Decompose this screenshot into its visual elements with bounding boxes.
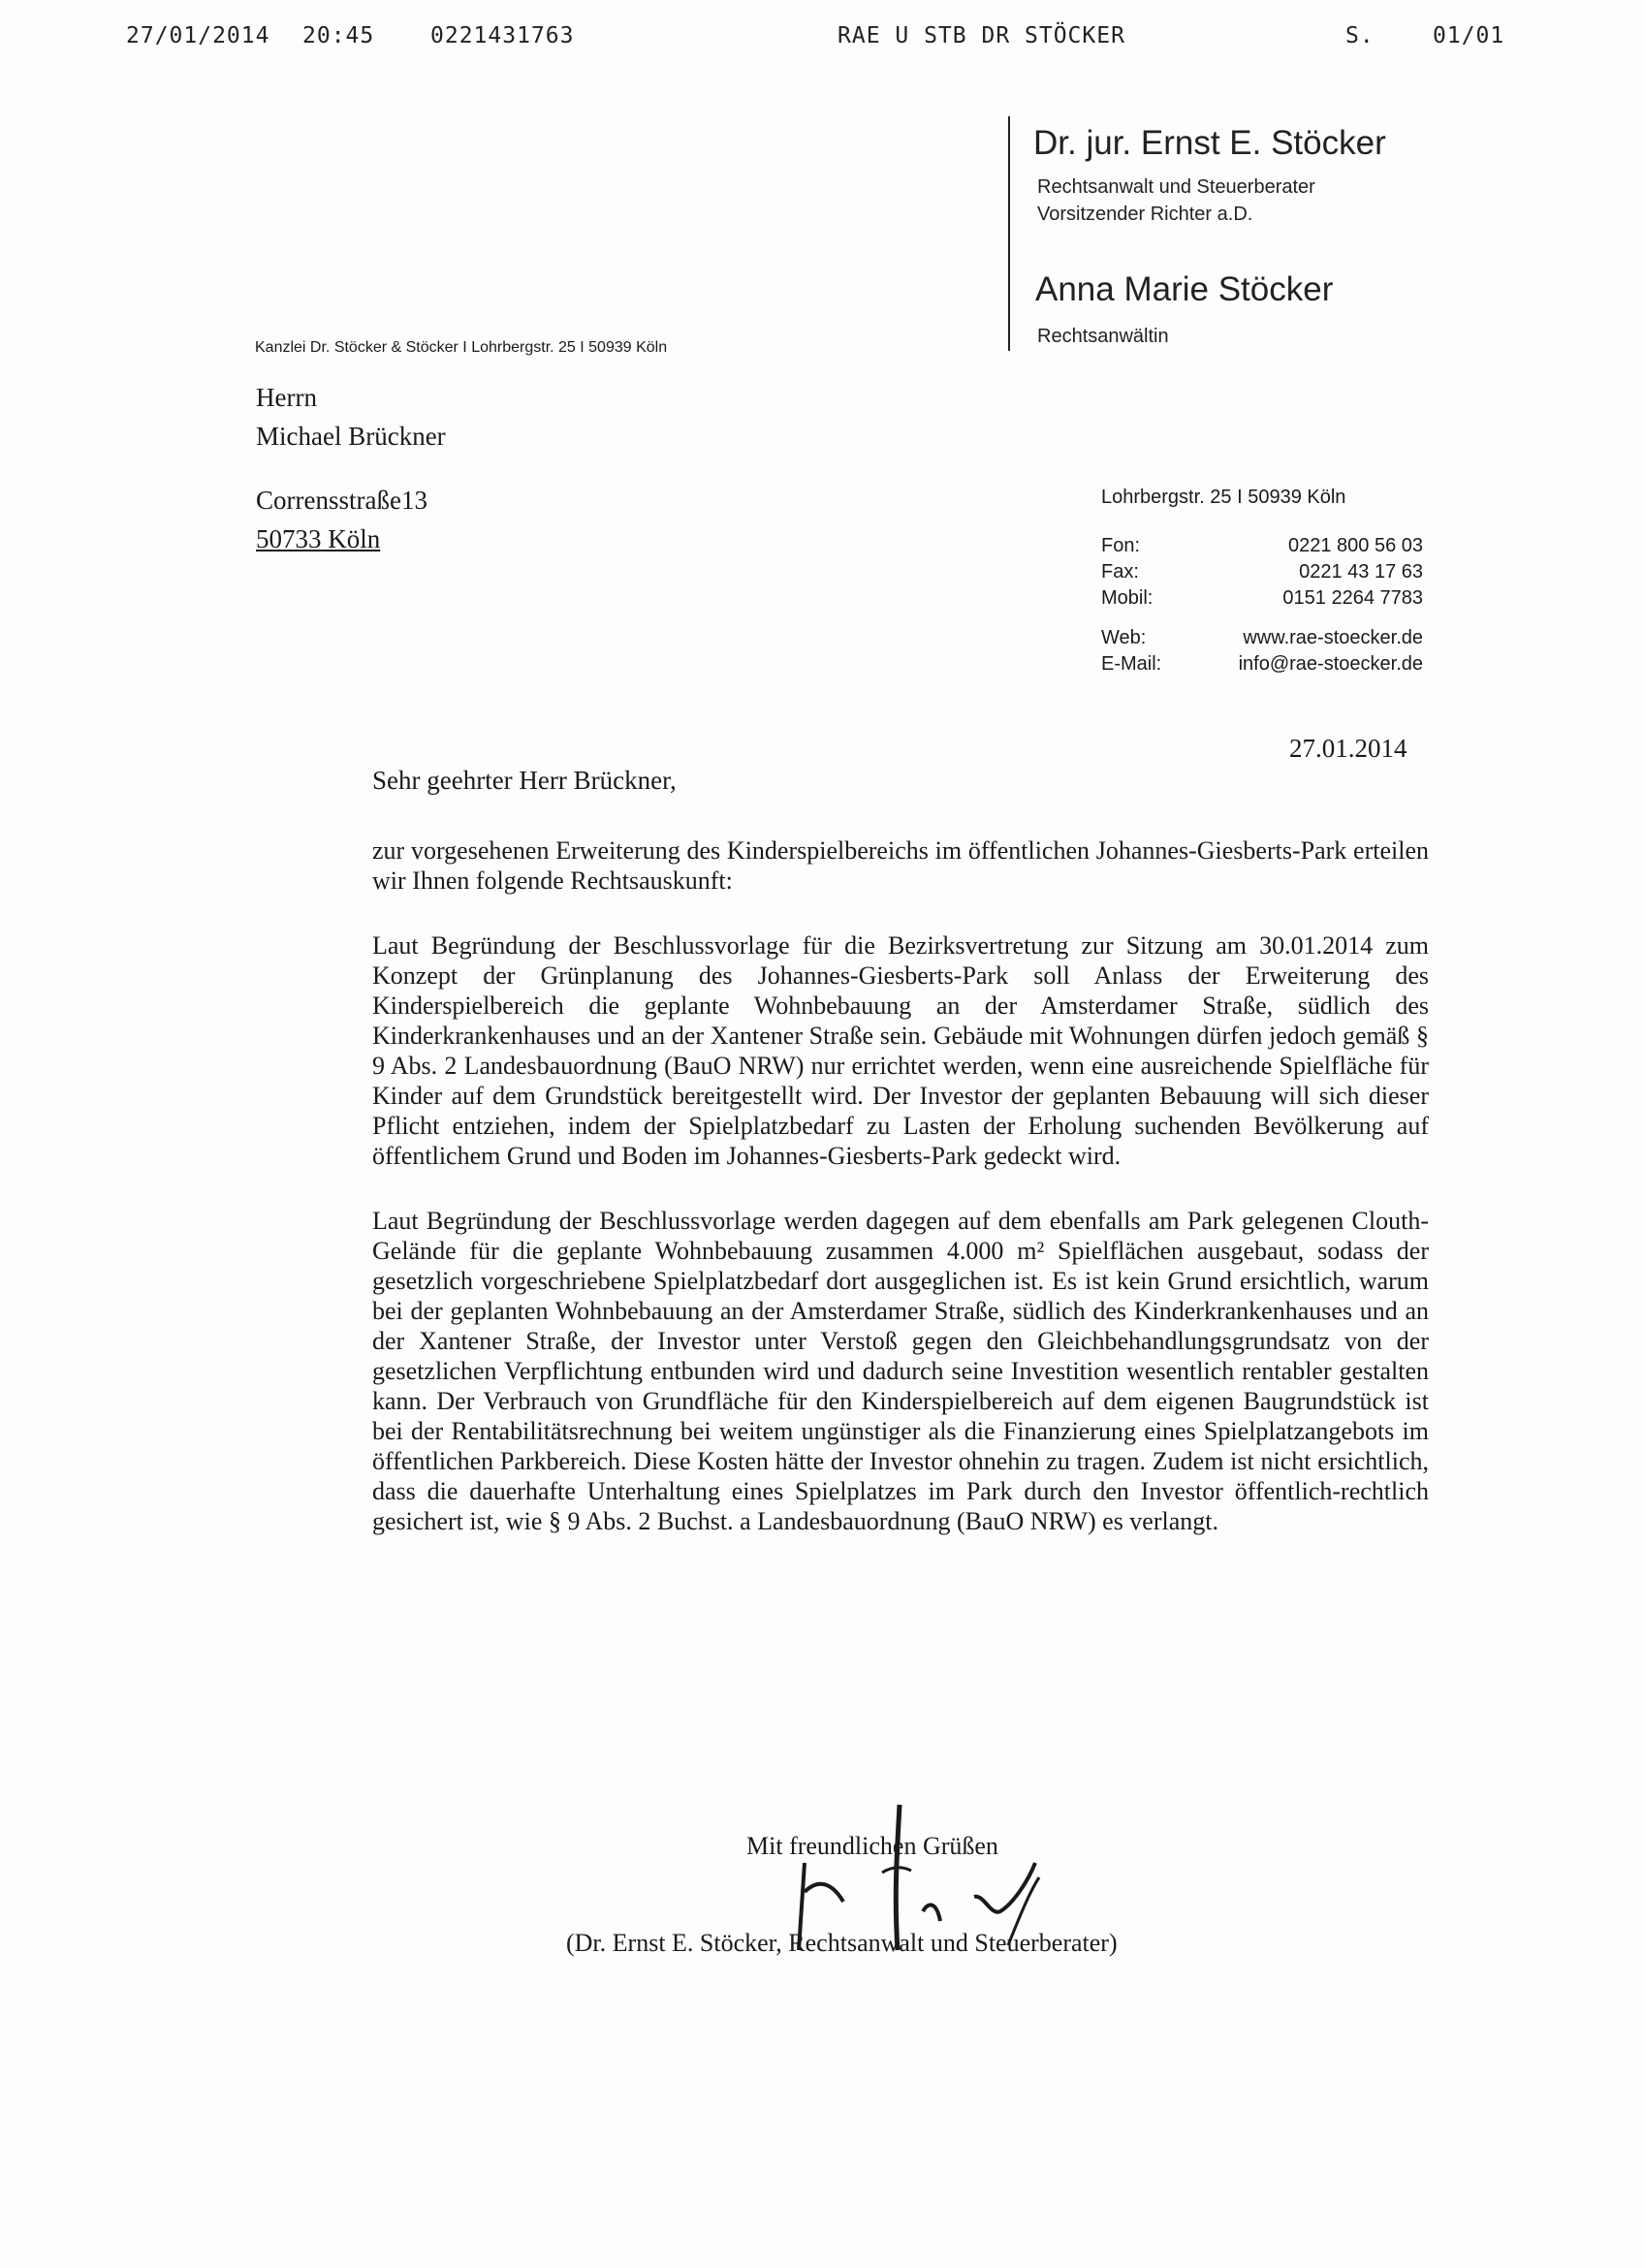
contact-block xyxy=(1101,485,1423,677)
fax-label: Fax: xyxy=(1101,561,1139,583)
fax-value: 0221 43 17 63 xyxy=(1299,561,1423,583)
fax-page-label: S. xyxy=(1345,23,1375,48)
contact-mobile-row xyxy=(1101,585,1423,612)
contact-web-row xyxy=(1101,625,1423,651)
recipient-city: 50733 Köln xyxy=(256,524,381,553)
contact-email-row xyxy=(1101,651,1423,677)
email-label: E-Mail: xyxy=(1101,653,1162,675)
recipient-name: Michael Brückner xyxy=(256,422,446,451)
closing: Mit freundlichen Grüßen xyxy=(746,1832,998,1860)
letterhead-name-1: Dr. jur. Ernst E. Stöcker xyxy=(1033,124,1386,162)
fax-number: 0221431763 xyxy=(430,23,575,48)
fax-date: 27/01/2014 xyxy=(126,23,270,48)
paragraph-2: Laut Begründung der Beschlussvorlage für die Bezirksvertretung zur Sitzung am 30.01.2014 zum Konzept der Grünplanung des Johannes-Giesberts-Park soll Anlass der Erweiterung des Kinderspielbereich die geplante Wohnbebauung an der Amsterdamer Straße, südlich des Kinderkrankenhauses und an der Xantener Straße sein. Gebäude mit Wohnungen dürfen jedoch gemäß § 9 Abs. 2 Landesbauordnung (BauO NRW) nur errichtet werden, wenn eine ausreichende Spielfläche für Kinder auf dem Grundstück bereitgestellt wird. Der Investor der geplanten Bebauung will sich dieser Pflicht entziehen, indem der Spielplatzbedarf zu Lasten der Erholung suchenden Bevölkerung auf öffentlichem Grund und Boden im Johannes-Giesberts-Park gedeckt wird. xyxy=(372,931,1429,1170)
phone-value: 0221 800 56 03 xyxy=(1287,535,1423,556)
recipient-street: Corrensstraße13 xyxy=(256,486,427,515)
recipient-salutation: Herrn xyxy=(256,383,317,412)
letterhead-divider xyxy=(1008,116,1010,351)
letterhead-name-2: Anna Marie Stöcker xyxy=(1035,270,1334,308)
letterhead-title-2: Rechtsanwältin xyxy=(1037,326,1169,347)
web-value: www.rae-stoecker.de xyxy=(1243,627,1423,648)
web-label: Web: xyxy=(1101,627,1147,648)
fax-time: 20:45 xyxy=(302,23,375,48)
contact-phone-row xyxy=(1101,533,1423,559)
phone-label: Fon: xyxy=(1101,535,1141,556)
recipient-block xyxy=(256,378,446,558)
letter-date: 27.01.2014 xyxy=(1289,734,1407,763)
fax-sender: RAE U STB DR STÖCKER xyxy=(838,23,1125,48)
contact-fax-row xyxy=(1101,559,1423,585)
letter-body xyxy=(372,835,1429,1536)
email-value: info@rae-stoecker.de xyxy=(1238,653,1423,675)
greeting: Sehr geehrter Herr Brückner, xyxy=(372,766,677,795)
letterhead-title-1b: Vorsitzender Richter a.D. xyxy=(1037,204,1253,225)
paragraph-1: zur vorgesehenen Erweiterung des Kinderspielbereichs im öffentlichen Johannes-Giesberts-Park erteilen wir Ihnen folgende Rechtsauskunft: xyxy=(372,836,1429,895)
fax-page: 01/01 xyxy=(1433,23,1505,48)
return-address: Kanzlei Dr. Stöcker & Stöcker I Lohrbergstr. 25 I 50939 Köln xyxy=(255,339,668,356)
signature-name: (Dr. Ernst E. Stöcker, Rechtsanwalt und Steuerberater) xyxy=(566,1929,1118,1957)
letterhead-title-1a: Rechtsanwalt und Steuerberater xyxy=(1037,176,1315,198)
paragraph-3: Laut Begründung der Beschlussvorlage werden dagegen auf dem ebenfalls am Park gelegenen Clouth-Gelände für die geplante Wohnbebauung zusammen 4.000 m² Spielflächen ausgebaut, sodass der gesetzlich vorgeschriebene Spielplatzbedarf dort ausgeglichen ist. Es ist kein Grund ersichtlich, warum bei der geplanten Wohnbebauung an der Amsterdamer Straße, südlich des Kinderkrankenhauses und an der Xantener Straße, der Investor unter Verstoß gegen den Gleichbehandlungsgrundsatz von der gesetzlichen Verpflichtung entbunden wird und dadurch seine Investition wesentlich rentabler gestalten kann. Der Verbrauch von Grundfläche für den Kinderspielbereich auf dem eigenen Baugrundstück ist bei der Rentabilitätsrechnung bei weitem ungünstiger als die Finanzierung eines Spielplatzangebots im öffentlichen Parkbereich. Diese Kosten hätte der Investor ohnehin zu tragen. Zudem ist nicht ersichtlich, dass die dauerhafte Unterhaltung eines Spielplatzes im Park durch den Investor öffentlich-rechtlich gesichert ist, wie § 9 Abs. 2 Buchst. a Landesbauordnung (BauO NRW) es verlangt. xyxy=(372,1207,1429,1535)
mobile-label: Mobil: xyxy=(1101,587,1154,609)
mobile-value: 0151 2264 7783 xyxy=(1282,587,1423,609)
contact-address: Lohrbergstr. 25 I 50939 Köln xyxy=(1101,487,1346,508)
